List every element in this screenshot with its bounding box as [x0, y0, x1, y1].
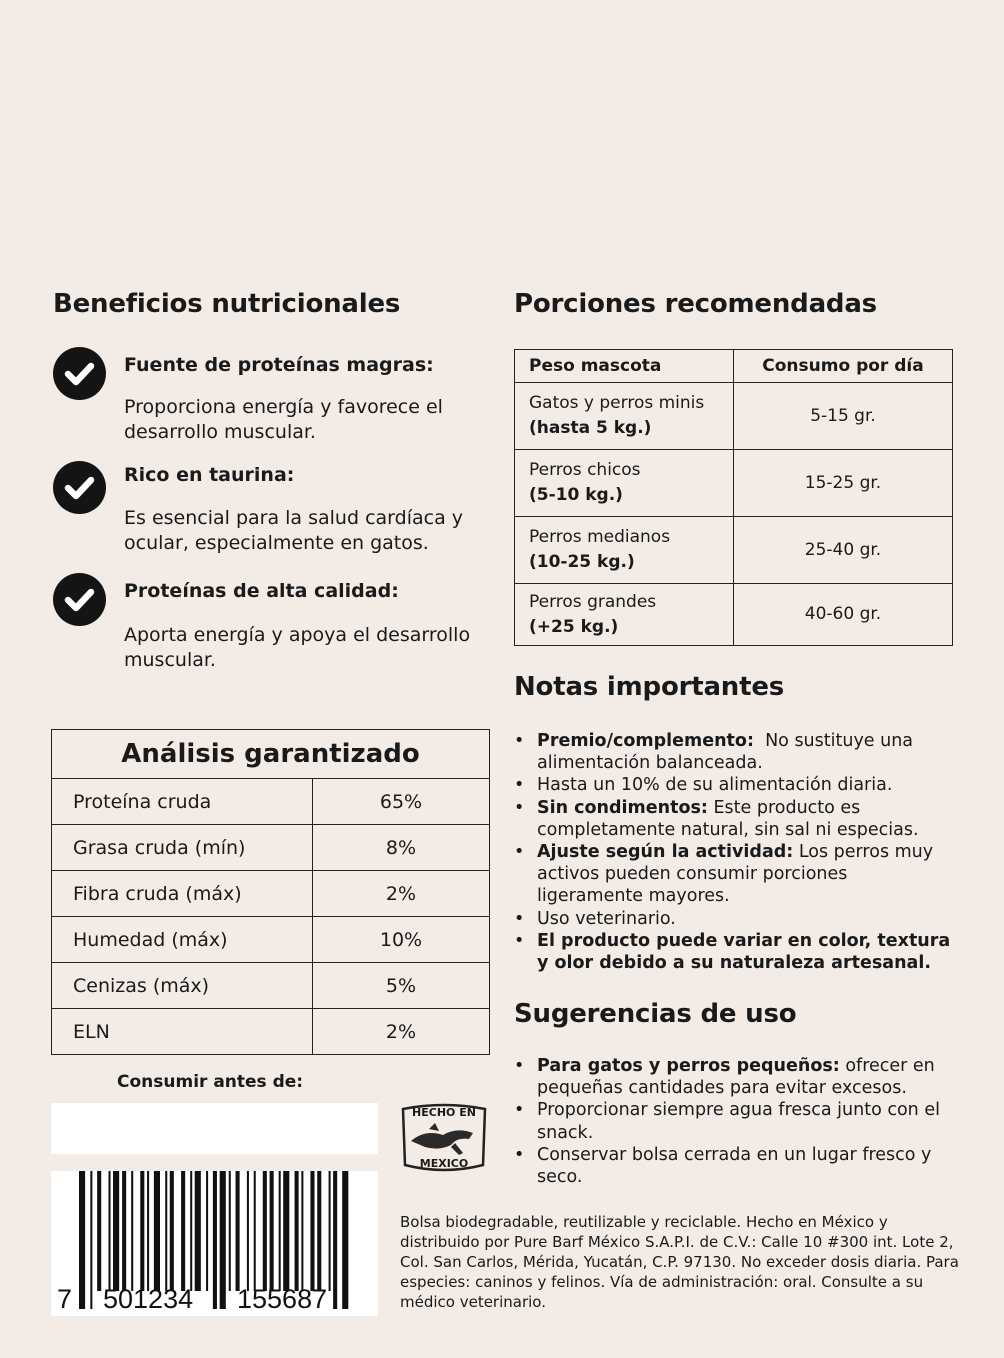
peso-cell: [515, 383, 734, 450]
benefit-title: Fuente de proteínas magras:: [124, 354, 434, 376]
consumo-cell: 5-15 gr.: [734, 383, 953, 450]
check-circle-icon: [53, 347, 106, 400]
barcode: [51, 1171, 378, 1316]
col-consumo-header: Consumo por día: [734, 350, 953, 383]
barcode-bar: [90, 1171, 92, 1309]
table-header-row: [515, 350, 953, 383]
consumo-cell: 40-60 gr.: [734, 584, 953, 646]
notas-heading: Notas importantes: [514, 672, 785, 702]
analisis-label: Grasa cruda (mín): [52, 825, 313, 871]
benefit-text: Aporta energía y apoya el desarrollo muscular.: [124, 624, 471, 671]
peso-label: Perros chicos: [529, 460, 641, 480]
col-peso-header: Peso mascota: [515, 350, 734, 383]
analisis-label: Fibra cruda (máx): [52, 871, 313, 917]
barcode-bar: [181, 1171, 185, 1291]
barcode-bar: [342, 1171, 348, 1309]
barcode-bar: [140, 1171, 144, 1291]
analisis-label: ELN: [52, 1009, 313, 1055]
list-item-bold: Sin condimentos:: [537, 797, 708, 818]
barcode-bar: [109, 1171, 111, 1291]
analisis-value: 5%: [313, 963, 490, 1009]
table-row: [515, 450, 953, 517]
list-item-text: ofrecer en pequeñas cantidades para evitar excesos.: [537, 1056, 941, 1099]
peso-label: Perros medianos: [529, 527, 671, 547]
list-item: [514, 908, 954, 930]
barcode-bars: [79, 1171, 349, 1291]
consumo-cell: 25-40 gr.: [734, 517, 953, 584]
mexico-text: MEXICO: [419, 1157, 469, 1170]
legal-text: Bolsa biodegradable, reutilizable y reciclable. Hecho en México y distribuido por Pure Barf México S.A.P.I. de C.V.: Calle 10 #300 int. Lote 2, Col. San Carlos, Mérida, Yucatán, C.P. 97130. No exceder dosis diaria. Para especies: caninos y felinos. Vía de administración: oral. Consulte a su médico veterinario.: [400, 1213, 959, 1311]
barcode-bar: [295, 1171, 299, 1291]
barcode-bar: [236, 1171, 240, 1291]
table-row: [52, 779, 490, 825]
list-item: [514, 1099, 954, 1143]
table-row: [52, 917, 490, 963]
analisis-value: 2%: [313, 871, 490, 917]
table-row: [515, 383, 953, 450]
list-item: [514, 1055, 954, 1099]
peso-label: Gatos y perros minis: [529, 393, 705, 413]
table-row: [515, 584, 953, 646]
benefit-title: Rico en taurina:: [124, 464, 295, 486]
barcode-bar: [333, 1171, 337, 1309]
barcode-bar: [247, 1171, 249, 1291]
list-item: [514, 1144, 954, 1188]
barcode-bar: [113, 1171, 119, 1291]
peso-weight: (10-25 kg.): [529, 552, 635, 572]
hecho-en-text: HECHO EN: [412, 1106, 476, 1119]
list-item-bold: El producto puede variar en color, textura y olor debido a su naturaleza artesanal.: [537, 930, 951, 974]
barcode-bar: [79, 1171, 85, 1309]
list-item-text: No sustituye una alimentación balanceada.: [537, 731, 919, 774]
barcode-bar: [147, 1171, 149, 1291]
barcode-bar: [263, 1171, 267, 1291]
barcode-first-digit: 7: [57, 1284, 73, 1314]
peso-cell: [515, 584, 734, 646]
table-row: [52, 825, 490, 871]
list-item: [514, 797, 954, 841]
barcode-group-right: 155687: [237, 1284, 328, 1314]
consumir-label: Consumir antes de:: [117, 1072, 304, 1092]
beneficios-heading: Beneficios nutricionales: [53, 289, 401, 319]
analisis-table: [51, 729, 490, 1055]
list-item-text: Proporcionar siempre agua fresca junto con el snack.: [537, 1100, 946, 1143]
barcode-bar: [220, 1171, 226, 1309]
notas-list: [514, 730, 954, 974]
barcode-bar: [283, 1171, 289, 1291]
list-item-bold: Para gatos y perros pequeños:: [537, 1056, 840, 1076]
table-header-row: [52, 730, 490, 779]
list-item-text: Este producto es completamente natural, sin sal ni especias.: [537, 797, 919, 840]
analisis-value: 10%: [313, 917, 490, 963]
porciones-heading: Porciones recomendadas: [514, 289, 877, 319]
peso-label: Perros grandes: [529, 591, 657, 612]
table-row: [52, 871, 490, 917]
barcode-bar: [170, 1171, 174, 1291]
list-item-text: Los perros muy activos pueden consumir porciones ligeramente mayores.: [537, 842, 939, 907]
benefit-title: Proteínas de alta calidad:: [124, 580, 399, 602]
analisis-value: 2%: [313, 1009, 490, 1055]
list-item: [514, 730, 954, 774]
barcode-bar: [301, 1171, 303, 1291]
barcode-bar: [329, 1171, 331, 1291]
list-item: [514, 930, 954, 974]
sugerencias-heading: Sugerencias de uso: [514, 999, 797, 1029]
barcode-bar: [213, 1171, 217, 1309]
porciones-table: [514, 349, 953, 646]
benefit-text: Proporciona energía y favorece el desarrollo muscular.: [124, 396, 443, 443]
barcode-bar: [195, 1171, 201, 1291]
list-item: [514, 774, 954, 796]
barcode-bar: [97, 1171, 101, 1291]
expiry-date-box: [51, 1103, 378, 1154]
peso-cell: [515, 517, 734, 584]
hecho-en-mexico-logo: [399, 1103, 489, 1173]
barcode-bar: [165, 1171, 167, 1291]
consumo-cell: 15-25 gr.: [734, 450, 953, 517]
barcode-bar: [131, 1171, 133, 1291]
peso-weight: (hasta 5 kg.): [529, 418, 652, 438]
check-circle-icon: [53, 573, 106, 626]
barcode-bar: [254, 1171, 256, 1291]
peso-weight: (+25 kg.): [529, 616, 619, 637]
list-item-text: Hasta un 10% de su alimentación diaria.: [537, 775, 893, 796]
analisis-label: Cenizas (máx): [52, 963, 313, 1009]
analisis-value: 65%: [313, 779, 490, 825]
list-item-bold: Premio/complemento:: [537, 731, 754, 751]
barcode-group-left: 501234: [103, 1284, 194, 1314]
barcode-bar: [317, 1171, 321, 1291]
table-row: [52, 963, 490, 1009]
list-item: [514, 841, 954, 908]
list-item-text: Conservar bolsa cerrada en un lugar fresco y seco.: [537, 1144, 937, 1188]
table-row: [52, 1009, 490, 1055]
list-item-text: Uso veterinario.: [537, 908, 676, 929]
barcode-bar: [310, 1171, 314, 1291]
barcode-bar: [279, 1171, 281, 1291]
peso-weight: (5-10 kg.): [529, 485, 623, 505]
barcode-bar: [206, 1171, 208, 1291]
check-circle-icon: [53, 461, 106, 514]
barcode-bar: [270, 1171, 274, 1291]
analisis-heading: Análisis garantizado: [52, 730, 490, 779]
analisis-value: 8%: [313, 825, 490, 871]
analisis-label: Proteína cruda: [52, 779, 313, 825]
barcode-bar: [122, 1171, 126, 1291]
peso-cell: [515, 450, 734, 517]
list-item-bold: Ajuste según la actividad:: [537, 842, 794, 863]
barcode-bar: [190, 1171, 192, 1291]
barcode-bar: [154, 1171, 160, 1291]
sugerencias-list: [514, 1055, 954, 1188]
barcode-bar: [229, 1171, 231, 1291]
benefit-text: Es esencial para la salud cardíaca y ocular, especialmente en gatos.: [124, 507, 463, 554]
table-row: [515, 517, 953, 584]
analisis-label: Humedad (máx): [52, 917, 313, 963]
